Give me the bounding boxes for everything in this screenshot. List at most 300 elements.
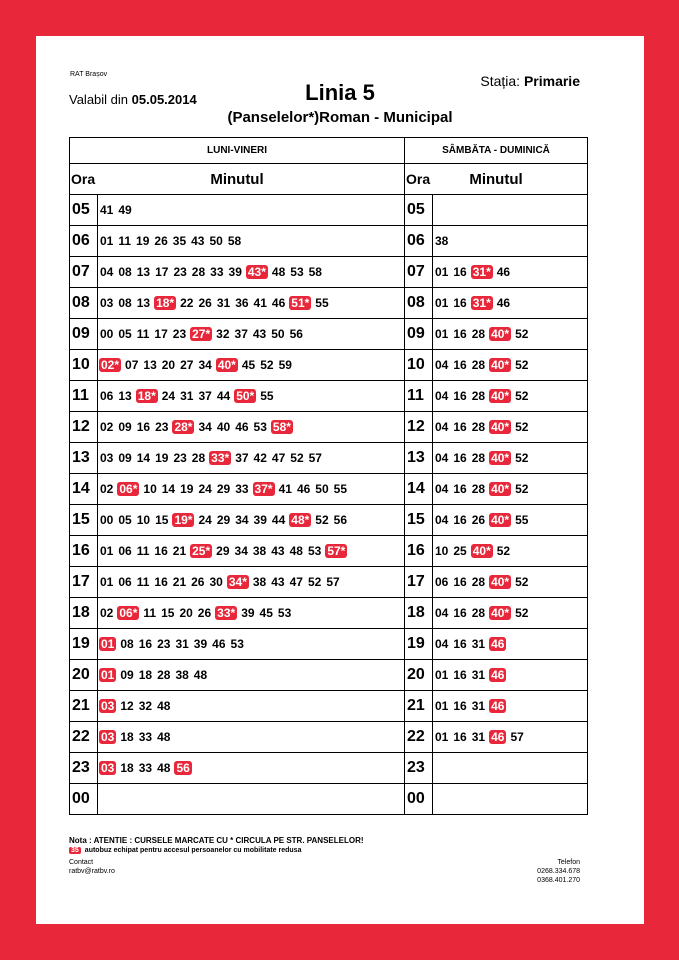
minute: 26	[198, 296, 212, 310]
minute: 17	[154, 327, 168, 341]
minute: 04	[435, 389, 449, 403]
highlighted-minute: 19*	[174, 513, 193, 527]
weekend-minutes	[433, 195, 588, 226]
minute: 11	[143, 606, 157, 620]
highlighted-minute: 56	[176, 761, 190, 775]
minute: 24	[198, 482, 212, 496]
minute: 52	[515, 327, 529, 341]
station	[480, 73, 580, 89]
minute: 01	[435, 265, 449, 279]
minute: 38	[175, 668, 189, 682]
highlighted-minute: 40*	[472, 544, 491, 558]
minute: 06	[118, 544, 132, 558]
minute: 02	[100, 482, 114, 496]
highlighted-minute: 46	[491, 668, 505, 682]
minute: 38	[435, 234, 449, 248]
weekday-hour: 05	[70, 195, 98, 226]
minute: 26	[154, 234, 168, 248]
minute: 16	[453, 637, 467, 651]
weekday-hour: 18	[70, 598, 98, 629]
table-row	[70, 226, 588, 257]
hour-column-label: Ora	[406, 171, 431, 187]
minute: 16	[453, 451, 467, 465]
weekend-minutes	[433, 691, 588, 722]
timetable-sheet	[36, 36, 644, 924]
table-row	[70, 629, 588, 660]
weekend-hour: 20	[405, 660, 433, 691]
minute: 55	[333, 482, 348, 496]
table-row	[70, 691, 588, 722]
minute: 29	[216, 544, 230, 558]
minute: 06	[435, 575, 449, 589]
weekday-minutes	[98, 567, 405, 598]
minute: 00	[100, 513, 114, 527]
highlighted-minute: 40*	[491, 420, 510, 434]
weekday-hour: 20	[70, 660, 98, 691]
minute: 33	[210, 265, 224, 279]
weekday-hour: 15	[70, 505, 98, 536]
minute: 53	[253, 420, 267, 434]
highlighted-minute: 50*	[236, 389, 255, 403]
minute: 28	[471, 358, 486, 372]
weekday-hour: 07	[70, 257, 98, 288]
minute: 16	[453, 327, 467, 341]
minute: 16	[453, 513, 467, 527]
minute-column-label: Minutul	[469, 171, 523, 188]
minute: 59	[278, 358, 292, 372]
weekend-minutes	[433, 536, 588, 567]
minute: 26	[197, 606, 212, 620]
weekday-hour: 22	[70, 722, 98, 753]
highlighted-minute: 46	[491, 730, 505, 744]
minute: 55	[315, 296, 329, 310]
weekend-minutes	[433, 257, 588, 288]
minute: 43	[252, 327, 267, 341]
weekend-hour: 19	[405, 629, 433, 660]
minute: 45	[241, 358, 256, 372]
minute: 16	[453, 668, 467, 682]
weekend-hour: 09	[405, 319, 433, 350]
weekend-hour: 15	[405, 505, 433, 536]
weekend-minutes	[433, 629, 588, 660]
minute: 13	[136, 296, 151, 310]
minute: 12	[120, 699, 134, 713]
table-row	[70, 722, 588, 753]
weekend-hour: 05	[405, 195, 433, 226]
weekday-minutes	[98, 660, 405, 691]
minute: 53	[230, 637, 244, 651]
minute: 34	[198, 420, 212, 434]
contact	[69, 858, 115, 876]
minute: 02	[100, 420, 114, 434]
minute: 28	[471, 420, 486, 434]
minute: 20	[161, 358, 176, 372]
minute: 46	[296, 482, 311, 496]
weekday-minutes	[98, 319, 405, 350]
weekday-hour: 00	[70, 784, 98, 815]
minute: 28	[157, 668, 171, 682]
minute: 56	[289, 327, 303, 341]
minute: 38	[252, 544, 267, 558]
minute: 05	[118, 327, 132, 341]
weekday-minutes	[98, 505, 405, 536]
weekday-minutes	[98, 536, 405, 567]
minute-column-label: Minutul	[210, 171, 264, 188]
highlighted-minute: 33*	[217, 606, 236, 620]
minute: 04	[435, 420, 449, 434]
phone	[537, 858, 580, 885]
weekday-hour: 10	[70, 350, 98, 381]
weekend-minutes	[433, 319, 588, 350]
weekday-minutes	[98, 629, 405, 660]
highlighted-minute: 01	[101, 637, 115, 651]
phone-label: Telefon	[557, 859, 580, 866]
station-name: Primarie	[523, 73, 580, 89]
weekday-header: LUNI-VINERI	[70, 138, 405, 164]
minute: 16	[453, 606, 467, 620]
minute: 13	[118, 389, 132, 403]
highlighted-minute: 40*	[491, 575, 510, 589]
minute: 16	[453, 358, 467, 372]
minute: 47	[289, 575, 303, 589]
minute: 41	[278, 482, 292, 496]
minute: 06	[100, 389, 114, 403]
minute: 27	[180, 358, 194, 372]
minute: 13	[143, 358, 157, 372]
weekday-hour: 19	[70, 629, 98, 660]
highlighted-minute: 37*	[254, 482, 273, 496]
minute: 28	[471, 327, 486, 341]
minute: 45	[259, 606, 273, 620]
weekday-hour: 14	[70, 474, 98, 505]
weekday-hour: 23	[70, 753, 98, 784]
minute: 13	[136, 265, 151, 279]
highlighted-minute: 40*	[491, 327, 510, 341]
minute: 52	[315, 513, 329, 527]
minute: 28	[191, 451, 206, 465]
highlighted-minute: 43*	[247, 265, 266, 279]
minute: 08	[118, 265, 132, 279]
minute: 04	[435, 358, 449, 372]
weekday-hour: 08	[70, 288, 98, 319]
highlighted-minute: 40*	[491, 513, 510, 527]
minute: 04	[435, 606, 449, 620]
minute: 37	[198, 389, 212, 403]
minute: 32	[138, 699, 153, 713]
weekday-minutes	[98, 474, 405, 505]
minute: 01	[435, 699, 449, 713]
weekend-minutes	[433, 598, 588, 629]
weekday-minutes	[98, 226, 405, 257]
minute: 01	[435, 730, 449, 744]
minute: 41	[100, 203, 114, 217]
minute: 18	[120, 730, 134, 744]
minute: 46	[271, 296, 286, 310]
accessible-note	[69, 847, 629, 854]
highlighted-minute: 31*	[472, 296, 491, 310]
minute: 50	[271, 327, 285, 341]
weekday-minutes	[98, 443, 405, 474]
minute: 52	[496, 544, 511, 558]
highlighted-minute: 51*	[291, 296, 310, 310]
note-prefix: Nota :	[69, 836, 94, 845]
weekday-minutes	[98, 691, 405, 722]
weekend-minutes	[433, 474, 588, 505]
minute: 26	[191, 575, 205, 589]
table-row	[70, 753, 588, 784]
minute: 52	[290, 451, 304, 465]
highlighted-minute: 46	[491, 699, 505, 713]
weekend-minutes	[433, 660, 588, 691]
minute: 19	[155, 451, 169, 465]
attention-note	[69, 836, 629, 845]
minute: 10	[435, 544, 449, 558]
minute: 31	[471, 699, 486, 713]
weekday-minutes	[98, 784, 405, 815]
minute: 21	[172, 575, 187, 589]
minute: 16	[453, 730, 467, 744]
highlighted-minute: 40*	[217, 358, 236, 372]
highlighted-minute: 40*	[491, 389, 510, 403]
station-label: Stația:	[480, 73, 524, 89]
minute: 52	[515, 606, 529, 620]
weekend-minutes	[433, 350, 588, 381]
minute: 15	[161, 606, 175, 620]
minute: 39	[193, 637, 208, 651]
weekend-minutes	[433, 722, 588, 753]
minute: 24	[161, 389, 176, 403]
minute: 52	[515, 358, 529, 372]
weekend-column-header	[405, 164, 588, 195]
minute: 05	[118, 513, 132, 527]
table-row	[70, 443, 588, 474]
highlighted-minute: 27*	[192, 327, 211, 341]
note-attention: ATENTIE : CURSELE MARCATE CU * CIRCULA PE STR. PANSELELOR!	[93, 836, 364, 845]
weekend-minutes	[433, 288, 588, 319]
contact-email: ratbv@ratbv.ro	[69, 868, 115, 875]
minute: 23	[157, 637, 171, 651]
minute: 28	[471, 482, 486, 496]
minute: 52	[515, 575, 529, 589]
weekend-hour: 07	[405, 257, 433, 288]
minute: 01	[435, 327, 449, 341]
minute: 38	[252, 575, 267, 589]
minute: 53	[277, 606, 292, 620]
highlighted-minute: 06*	[119, 482, 138, 496]
highlighted-minute: 58*	[272, 420, 291, 434]
minute: 29	[216, 482, 231, 496]
highlighted-minute: 40*	[491, 451, 510, 465]
minute: 16	[453, 265, 467, 279]
minute: 39	[228, 265, 242, 279]
agency-name: RAT Brașov	[70, 71, 108, 78]
weekend-hour: 16	[405, 536, 433, 567]
minute: 53	[290, 265, 304, 279]
minute: 16	[136, 420, 151, 434]
highlighted-minute: 57*	[327, 544, 346, 558]
weekend-hour: 08	[405, 288, 433, 319]
minute: 42	[253, 451, 267, 465]
minute: 17	[155, 265, 169, 279]
highlighted-minute: 40*	[491, 482, 510, 496]
minute: 46	[235, 420, 249, 434]
weekday-minutes	[98, 381, 405, 412]
minute: 31	[216, 296, 231, 310]
minute: 28	[471, 451, 486, 465]
minute: 34	[235, 513, 249, 527]
minute: 52	[260, 358, 274, 372]
highlighted-minute: 03	[101, 761, 115, 775]
minute: 01	[435, 668, 449, 682]
minute: 22	[180, 296, 194, 310]
minute: 43	[191, 234, 205, 248]
weekend-minutes	[433, 443, 588, 474]
line-title: Linia 5	[305, 80, 375, 105]
minute: 40	[216, 420, 231, 434]
minute: 07	[125, 358, 139, 372]
timetable	[69, 137, 588, 815]
highlighted-minute: 28*	[174, 420, 193, 434]
minute: 26	[471, 513, 486, 527]
weekend-minutes	[433, 381, 588, 412]
weekday-hour: 12	[70, 412, 98, 443]
weekend-minutes	[433, 505, 588, 536]
minute: 57	[308, 451, 322, 465]
weekday-minutes	[98, 257, 405, 288]
minute: 33	[235, 482, 249, 496]
minute: 41	[253, 296, 267, 310]
minute: 48	[157, 730, 171, 744]
minute: 46	[212, 637, 226, 651]
highlighted-minute: 40*	[491, 606, 510, 620]
highlighted-minute: 34*	[228, 575, 247, 589]
weekend-hour: 22	[405, 722, 433, 753]
minute: 36	[235, 296, 249, 310]
minute: 19	[136, 234, 150, 248]
weekend-minutes	[433, 412, 588, 443]
phone-number: 0268.334.678	[537, 868, 580, 875]
minute: 23	[172, 327, 187, 341]
minute: 20	[179, 606, 193, 620]
highlighted-minute: 01	[101, 668, 115, 682]
table-row	[70, 195, 588, 226]
minute: 16	[453, 575, 467, 589]
weekend-hour: 17	[405, 567, 433, 598]
minute: 11	[136, 575, 150, 589]
highlighted-minute: 40*	[491, 358, 510, 372]
minute: 37	[235, 451, 249, 465]
minute: 03	[100, 451, 114, 465]
weekend-hour: 18	[405, 598, 433, 629]
minute: 31	[471, 668, 486, 682]
weekend-hour: 21	[405, 691, 433, 722]
minute: 16	[453, 420, 467, 434]
minute: 47	[271, 451, 286, 465]
weekday-hour: 06	[70, 226, 98, 257]
highlighted-minute: 03	[101, 730, 115, 744]
minute: 18	[120, 761, 134, 775]
minute: 09	[118, 420, 132, 434]
minute: 04	[100, 265, 114, 279]
weekday-minutes	[98, 722, 405, 753]
minute: 33	[138, 730, 153, 744]
weekend-hour: 06	[405, 226, 433, 257]
weekday-hour: 16	[70, 536, 98, 567]
minute: 09	[118, 451, 132, 465]
minute: 48	[289, 544, 303, 558]
weekday-minutes	[98, 350, 405, 381]
minute: 14	[136, 451, 151, 465]
minute: 08	[120, 637, 134, 651]
minute: 39	[241, 606, 255, 620]
minute: 28	[471, 575, 486, 589]
minute: 57	[326, 575, 340, 589]
weekend-minutes	[433, 784, 588, 815]
minute: 04	[435, 513, 449, 527]
minute: 52	[515, 389, 529, 403]
weekday-minutes	[98, 195, 405, 226]
weekend-hour: 13	[405, 443, 433, 474]
minute: 04	[435, 637, 449, 651]
highlighted-minute: 33*	[211, 451, 230, 465]
minute: 03	[100, 296, 114, 310]
hour-column-label: Ora	[71, 171, 96, 187]
highlighted-minute: 06*	[119, 606, 138, 620]
weekend-hour: 00	[405, 784, 433, 815]
weekday-hour: 11	[70, 381, 98, 412]
weekday-minutes	[98, 412, 405, 443]
minute: 08	[118, 296, 132, 310]
minute: 43	[271, 544, 285, 558]
table-row	[70, 288, 588, 319]
minute: 29	[216, 513, 231, 527]
minute: 01	[435, 296, 449, 310]
minute: 53	[307, 544, 322, 558]
minute: 01	[100, 575, 114, 589]
table-row	[70, 474, 588, 505]
weekday-hour: 17	[70, 567, 98, 598]
minute: 28	[191, 265, 206, 279]
table-row	[70, 412, 588, 443]
table-row	[70, 257, 588, 288]
table-row	[70, 784, 588, 815]
minute: 01	[100, 544, 114, 558]
minute: 48	[157, 761, 171, 775]
highlighted-minute: 46	[491, 637, 505, 651]
minute: 04	[435, 451, 449, 465]
minute: 55	[515, 513, 529, 527]
highlighted-minute: 02*	[101, 358, 120, 372]
minute: 19	[180, 482, 194, 496]
minute: 52	[515, 482, 529, 496]
table-row	[70, 660, 588, 691]
minute: 25	[453, 544, 467, 558]
minute: 15	[155, 513, 169, 527]
minute: 11	[136, 327, 150, 341]
minute: 28	[471, 606, 486, 620]
minute: 10	[143, 482, 157, 496]
weekend-hour: 10	[405, 350, 433, 381]
minute: 16	[453, 296, 467, 310]
highlighted-minute: 31*	[472, 265, 491, 279]
minute: 16	[453, 482, 467, 496]
weekday-hour: 09	[70, 319, 98, 350]
highlighted-minute: 25*	[192, 544, 211, 558]
contact-label: Contact	[69, 859, 94, 866]
minute: 52	[515, 451, 529, 465]
minute: 46	[496, 296, 511, 310]
minute: 18	[138, 668, 153, 682]
